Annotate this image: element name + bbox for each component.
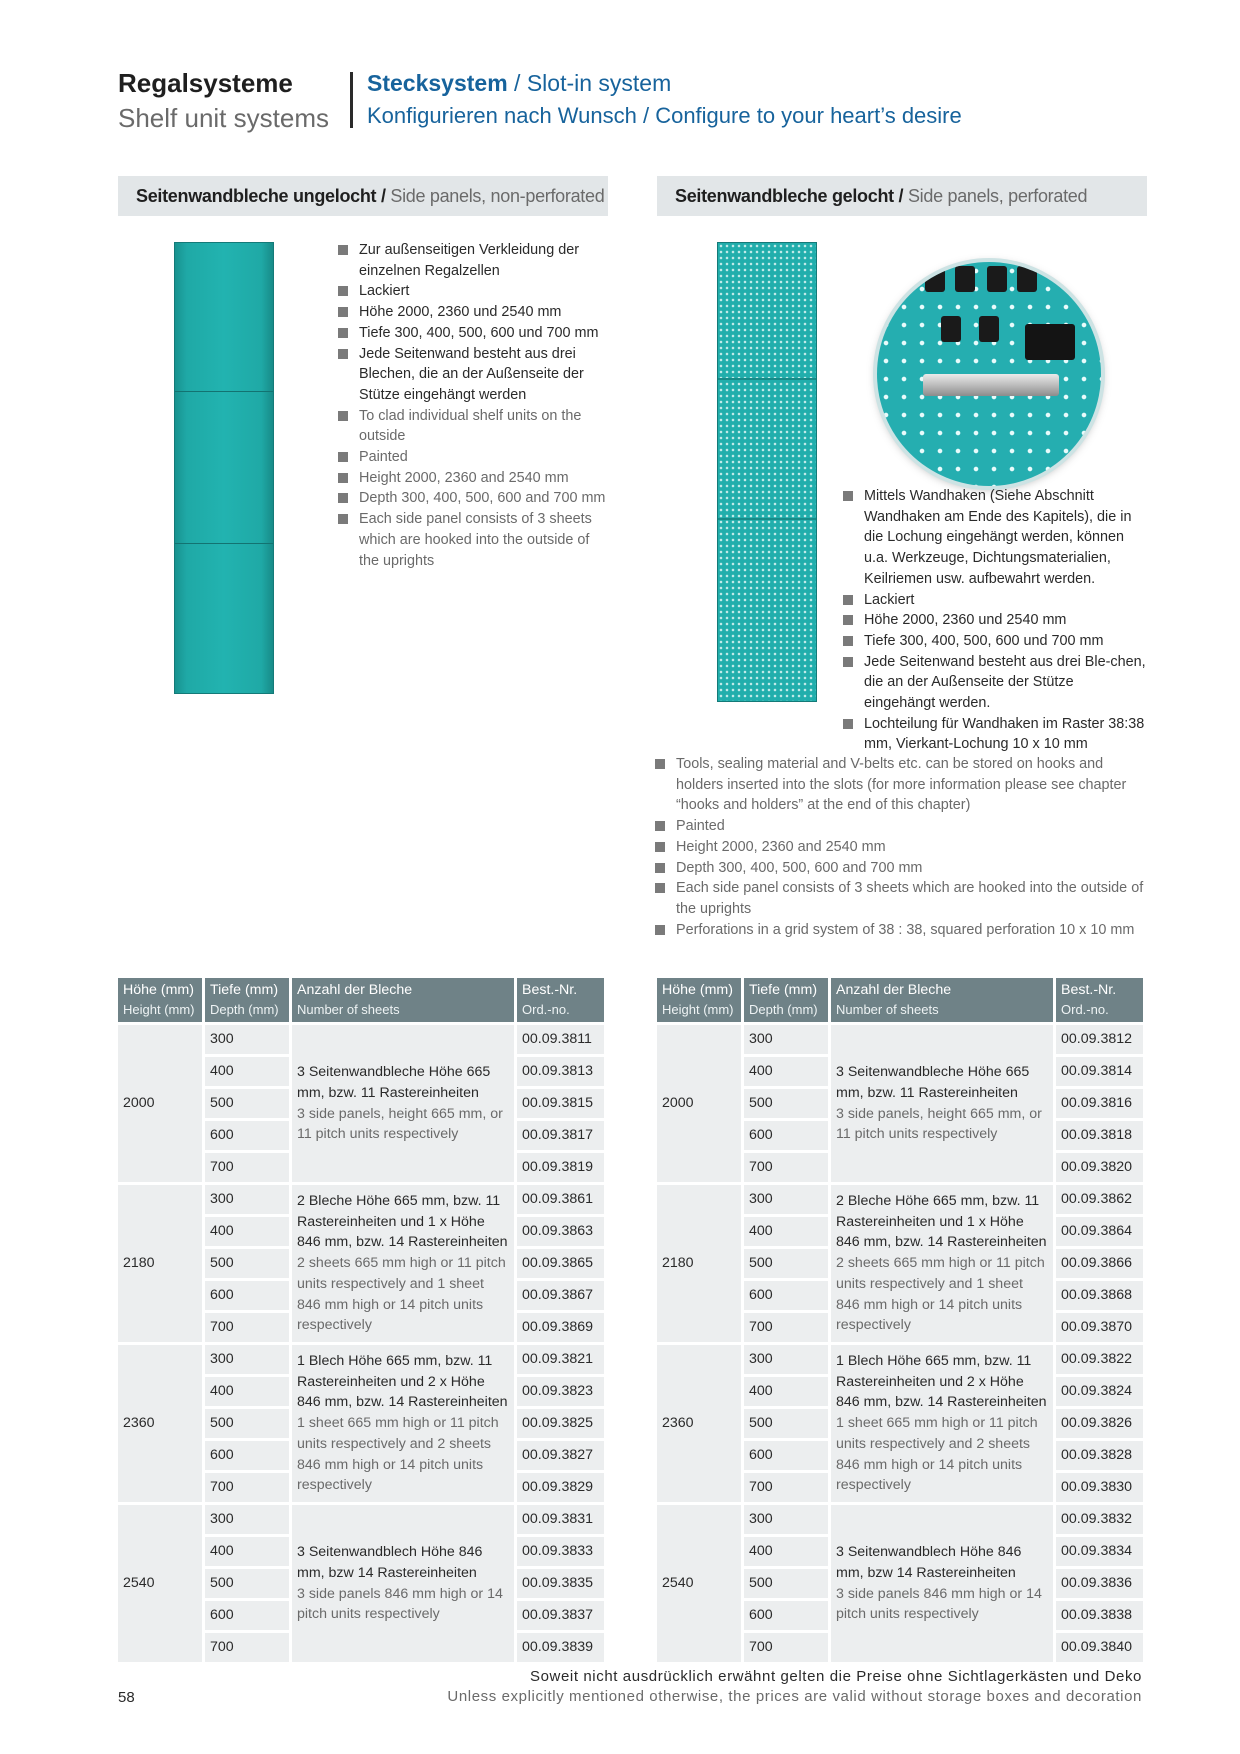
wall-hook-icon [955,266,975,292]
order-number-cell: 00.09.3861 [517,1185,604,1214]
non-perforated-order-table [115,975,607,1665]
feature-bullet: Tiefe 300, 400, 500, 600 und 700 mm [843,631,1148,652]
feature-bullet: Lackiert [843,590,1148,611]
system-subtitle: Konfigurieren nach Wunsch / Configure to your heart’s desire [367,103,962,128]
order-number-cell: 00.09.3824 [1056,1377,1143,1406]
order-number-cell: 00.09.3828 [1056,1441,1143,1470]
height-cell: 2360 [118,1345,202,1502]
feature-bullet: Depth 300, 400, 500, 600 and 700 mm [338,488,608,509]
tool-holder-icon [923,374,1059,396]
sheets-description-cell [831,1185,1053,1342]
order-number-cell: 00.09.3836 [1056,1569,1143,1598]
order-number-cell: 00.09.3816 [1056,1089,1143,1118]
order-number-cell: 00.09.3835 [517,1569,604,1598]
table-row [657,1505,1143,1534]
order-number-cell: 00.09.3831 [517,1505,604,1534]
order-number-cell: 00.09.3823 [517,1377,604,1406]
sheets-description-en: 3 side panels 846 mm high or 14 pitch units respectively [836,1585,1042,1623]
section-title-sep: / [893,186,908,206]
depth-cell: 600 [205,1601,289,1630]
perforated-feature-list-de [843,486,1148,755]
panel-seam [175,543,273,544]
depth-cell: 400 [205,1537,289,1566]
depth-cell: 300 [744,1345,828,1374]
depth-cell: 500 [744,1409,828,1438]
sheets-description-de: 3 Seitenwandblech Höhe 846 mm, bzw 14 Rastereinheiten [836,1544,1022,1581]
sheets-description-de: 1 Blech Höhe 665 mm, bzw. 11 Rastereinheiten und 2 x Höhe 846 mm, bzw. 14 Rastereinheiten [297,1353,508,1411]
depth-cell: 400 [205,1057,289,1086]
order-no-header-en: Ord.-no. [1061,1002,1109,1017]
depth-cell: 300 [205,1345,289,1374]
depth-header [744,978,828,1022]
panel-seam [718,518,816,520]
feature-bullet: Jede Seitenwand besteht aus drei Blechen, die an der Außenseite der Stütze eingehängt werden [338,344,608,406]
order-no-header-de: Best.-Nr. [1061,982,1117,998]
sheets-description-de: 2 Bleche Höhe 665 mm, bzw. 11 Rastereinheiten und 1 x Höhe 846 mm, bzw. 14 Rastereinheiten [297,1193,508,1251]
sheets-description-cell [831,1345,1053,1502]
depth-cell: 400 [744,1217,828,1246]
depth-cell: 400 [205,1217,289,1246]
order-number-cell: 00.09.3822 [1056,1345,1143,1374]
table-row [657,1185,1143,1214]
depth-cell: 300 [205,1505,289,1534]
depth-cell: 700 [205,1153,289,1182]
depth-cell: 500 [205,1089,289,1118]
feature-bullet: Jede Seitenwand besteht aus drei Ble-chen, die an der Außenseite der Stütze eingehängt werden. [843,652,1148,714]
depth-cell: 400 [744,1057,828,1086]
sheets-description-en: 2 sheets 665 mm high or 11 pitch units respectively and 1 sheet 846 mm high or 14 pitch units respectively [297,1255,506,1334]
depth-cell: 400 [744,1537,828,1566]
table-row [118,1185,604,1214]
page-header-left [118,66,329,136]
height-cell: 2540 [657,1505,741,1662]
sheets-header-de: Anzahl der Bleche [836,982,952,998]
feature-bullet: Lochteilung für Wandhaken im Raster 38:38 mm, Vierkant-Lochung 10 x 10 mm [843,714,1148,755]
depth-cell: 600 [744,1441,828,1470]
height-cell: 2360 [657,1345,741,1502]
order-number-cell: 00.09.3813 [517,1057,604,1086]
order-number-cell: 00.09.3820 [1056,1153,1143,1182]
feature-bullet: Lackiert [338,281,608,302]
sheets-description-cell [292,1185,514,1342]
depth-cell: 700 [744,1153,828,1182]
depth-cell: 300 [744,1185,828,1214]
feature-bullet: Depth 300, 400, 500, 600 and 700 mm [655,858,1150,879]
order-number-cell: 00.09.3837 [517,1601,604,1630]
wall-hook-icon [1017,266,1037,292]
wall-hook-icon [941,316,961,342]
feature-bullet: Höhe 2000, 2360 und 2540 mm [338,302,608,323]
perforation-detail-image [877,262,1101,486]
depth-header-de: Tiefe (mm) [210,982,279,998]
depth-cell: 600 [744,1281,828,1310]
table-row [657,1345,1143,1374]
section-title-sep: / [376,186,391,206]
order-number-cell: 00.09.3818 [1056,1121,1143,1150]
order-number-cell: 00.09.3868 [1056,1281,1143,1310]
page-number: 58 [118,1689,135,1706]
wall-hook-icon [987,266,1007,292]
feature-bullet: Painted [655,816,1150,837]
order-no-header [517,978,604,1022]
page-header-right [367,66,962,132]
sheets-description-de: 3 Seitenwandblech Höhe 846 mm, bzw 14 Rastereinheiten [297,1544,483,1581]
depth-cell: 300 [744,1505,828,1534]
sheets-description-de: 3 Seitenwandbleche Höhe 665 mm, bzw. 11 Rastereinheiten [836,1064,1030,1101]
system-title-en: Slot-in system [526,70,672,96]
depth-header-en: Depth (mm) [749,1002,818,1017]
height-cell: 2540 [118,1505,202,1662]
feature-bullet: Mittels Wandhaken (Siehe Abschnitt Wandhaken am Ende des Kapitels), die in die Lochung eingehängt werden, können u.a. Werkzeuge, Dichtungsmaterialien, Keilriemen usw. aufbewahrt werden. [843,486,1148,590]
order-number-cell: 00.09.3815 [517,1089,604,1118]
order-number-cell: 00.09.3814 [1056,1057,1143,1086]
order-number-cell: 00.09.3840 [1056,1633,1143,1662]
order-number-cell: 00.09.3812 [1056,1025,1143,1054]
depth-cell: 700 [744,1313,828,1342]
storage-box-icon [1025,324,1075,360]
sheets-description-en: 1 sheet 665 mm high or 11 pitch units respectively and 2 sheets 846 mm high or 14 pitch units respectively [297,1415,499,1494]
depth-cell: 700 [744,1473,828,1502]
sheets-description-de: 1 Blech Höhe 665 mm, bzw. 11 Rastereinheiten und 2 x Höhe 846 mm, bzw. 14 Rastereinheiten [836,1353,1047,1411]
sheets-description-cell [292,1345,514,1502]
order-number-cell: 00.09.3827 [517,1441,604,1470]
depth-cell: 500 [744,1089,828,1118]
order-number-cell: 00.09.3864 [1056,1217,1143,1246]
order-number-cell: 00.09.3832 [1056,1505,1143,1534]
order-no-header [1056,978,1143,1022]
perforated-order-table [654,975,1146,1665]
depth-cell: 600 [205,1121,289,1150]
side-panel-non-perforated-image [174,242,274,694]
price-footnote-de: Soweit nicht ausdrücklich erwähnt gelten die Preise ohne Sichtlagerkästen und Deko [529,1668,1142,1685]
feature-bullet: Height 2000, 2360 and 2540 mm [655,837,1150,858]
height-header-en: Height (mm) [123,1002,195,1017]
sheets-description-cell [831,1505,1053,1662]
section-title-en: Side panels, non-perforated [390,186,605,206]
depth-cell: 700 [205,1633,289,1662]
height-header-en: Height (mm) [662,1002,734,1017]
price-footnote [447,1667,1142,1707]
order-number-cell: 00.09.3838 [1056,1601,1143,1630]
feature-bullet: Height 2000, 2360 and 2540 mm [338,468,608,489]
height-header [118,978,202,1022]
system-title-de: Stecksystem [367,70,508,96]
sheets-description-cell [831,1025,1053,1182]
height-header [657,978,741,1022]
depth-cell: 600 [205,1281,289,1310]
depth-cell: 400 [205,1377,289,1406]
table-row [118,1025,604,1054]
sheets-header-en: Number of sheets [836,1002,939,1017]
sheets-header [292,978,514,1022]
order-number-cell: 00.09.3866 [1056,1249,1143,1278]
sheets-header-de: Anzahl der Bleche [297,982,413,998]
sheets-description-en: 1 sheet 665 mm high or 11 pitch units respectively and 2 sheets 846 mm high or 14 pitch units respectively [836,1415,1038,1494]
order-number-cell: 00.09.3833 [517,1537,604,1566]
order-no-header-de: Best.-Nr. [522,982,578,998]
height-header-de: Höhe (mm) [662,982,733,998]
table-header-row [657,978,1143,1022]
depth-cell: 500 [744,1249,828,1278]
sheets-description-en: 2 sheets 665 mm high or 11 pitch units respectively and 1 sheet 846 mm high or 14 pitch units respectively [836,1255,1045,1334]
depth-cell: 300 [205,1025,289,1054]
order-number-cell: 00.09.3834 [1056,1537,1143,1566]
depth-cell: 700 [744,1633,828,1662]
header-divider [350,72,353,128]
depth-header-de: Tiefe (mm) [749,982,818,998]
feature-bullet: Zur außenseitigen Verkleidung der einzelnen Regalzellen [338,240,608,281]
section-title-en: Side panels, perforated [907,186,1088,206]
depth-cell: 500 [205,1409,289,1438]
order-number-cell: 00.09.3817 [517,1121,604,1150]
sheets-description-de: 3 Seitenwandbleche Höhe 665 mm, bzw. 11 Rastereinheiten [297,1064,491,1101]
depth-header [205,978,289,1022]
depth-cell: 400 [744,1377,828,1406]
sheets-description-en: 3 side panels, height 665 mm, or 11 pitch units respectively [297,1105,503,1143]
feature-bullet: Höhe 2000, 2360 und 2540 mm [843,610,1148,631]
sheets-description-cell [292,1505,514,1662]
order-number-cell: 00.09.3869 [517,1313,604,1342]
order-number-cell: 00.09.3867 [517,1281,604,1310]
depth-cell: 500 [205,1249,289,1278]
order-number-cell: 00.09.3839 [517,1633,604,1662]
order-number-cell: 00.09.3826 [1056,1409,1143,1438]
feature-bullet: Each side panel consists of 3 sheets which are hooked into the outside of the uprights [338,509,608,571]
depth-cell: 300 [205,1185,289,1214]
sheets-description-en: 3 side panels 846 mm high or 14 pitch units respectively [297,1585,503,1623]
depth-cell: 700 [205,1473,289,1502]
depth-cell: 500 [205,1569,289,1598]
table-row [118,1505,604,1534]
section-bar-non-perforated [118,176,608,216]
depth-cell: 600 [205,1441,289,1470]
height-cell: 2180 [118,1185,202,1342]
order-no-header-en: Ord.-no. [522,1002,570,1017]
feature-bullet: Each side panel consists of 3 sheets which are hooked into the outside of the uprights [655,878,1150,919]
panel-seam [718,378,816,380]
wall-hook-icon [979,316,999,342]
feature-bullet: Tools, sealing material and V-belts etc. can be stored on hooks and holders inserted into the slots (for more information please see chapter “hooks and holders” at the end of this chapter) [655,754,1150,816]
sheets-description-en: 3 side panels, height 665 mm, or 11 pitch units respectively [836,1105,1042,1143]
order-number-cell: 00.09.3825 [517,1409,604,1438]
sheets-description-cell [292,1025,514,1182]
price-footnote-en: Unless explicitly mentioned otherwise, the prices are valid without storage boxes and decoration [447,1688,1142,1705]
side-panel-perforated-image [717,242,817,702]
feature-bullet: To clad individual shelf units on the outside [338,406,608,447]
table-row [657,1025,1143,1054]
order-number-cell: 00.09.3863 [517,1217,604,1246]
sheets-description-de: 2 Bleche Höhe 665 mm, bzw. 11 Rastereinheiten und 1 x Höhe 846 mm, bzw. 14 Rastereinheiten [836,1193,1047,1251]
height-cell: 2180 [657,1185,741,1342]
depth-cell: 600 [744,1601,828,1630]
order-number-cell: 00.09.3819 [517,1153,604,1182]
sheets-header-en: Number of sheets [297,1002,400,1017]
panel-seam [175,391,273,392]
feature-bullet: Painted [338,447,608,468]
feature-bullet: Tiefe 300, 400, 500, 600 und 700 mm [338,323,608,344]
height-header-de: Höhe (mm) [123,982,194,998]
depth-cell: 600 [744,1121,828,1150]
depth-cell: 700 [205,1313,289,1342]
height-cell: 2000 [118,1025,202,1182]
order-number-cell: 00.09.3821 [517,1345,604,1374]
feature-bullet: Perforations in a grid system of 38 : 38, squared perforation 10 x 10 mm [655,920,1150,941]
section-title-de: Seitenwandbleche ungelocht [136,186,377,206]
order-number-cell: 00.09.3811 [517,1025,604,1054]
height-cell: 2000 [657,1025,741,1182]
non-perforated-feature-list [338,240,608,571]
order-number-cell: 00.09.3862 [1056,1185,1143,1214]
section-title-de: Seitenwandbleche gelocht [675,186,894,206]
order-number-cell: 00.09.3829 [517,1473,604,1502]
catalog-title-de: Regalsysteme [118,68,293,98]
system-title [367,66,962,100]
order-number-cell: 00.09.3865 [517,1249,604,1278]
perforated-feature-list-en [655,754,1150,940]
depth-cell: 300 [744,1025,828,1054]
table-header-row [118,978,604,1022]
section-bar-perforated [657,176,1147,216]
order-number-cell: 00.09.3830 [1056,1473,1143,1502]
table-row [118,1345,604,1374]
depth-header-en: Depth (mm) [210,1002,279,1017]
system-title-sep: / [507,70,527,96]
depth-cell: 500 [744,1569,828,1598]
wall-hook-icon [925,266,945,292]
order-number-cell: 00.09.3870 [1056,1313,1143,1342]
catalog-title-en: Shelf unit systems [118,103,329,133]
sheets-header [831,978,1053,1022]
